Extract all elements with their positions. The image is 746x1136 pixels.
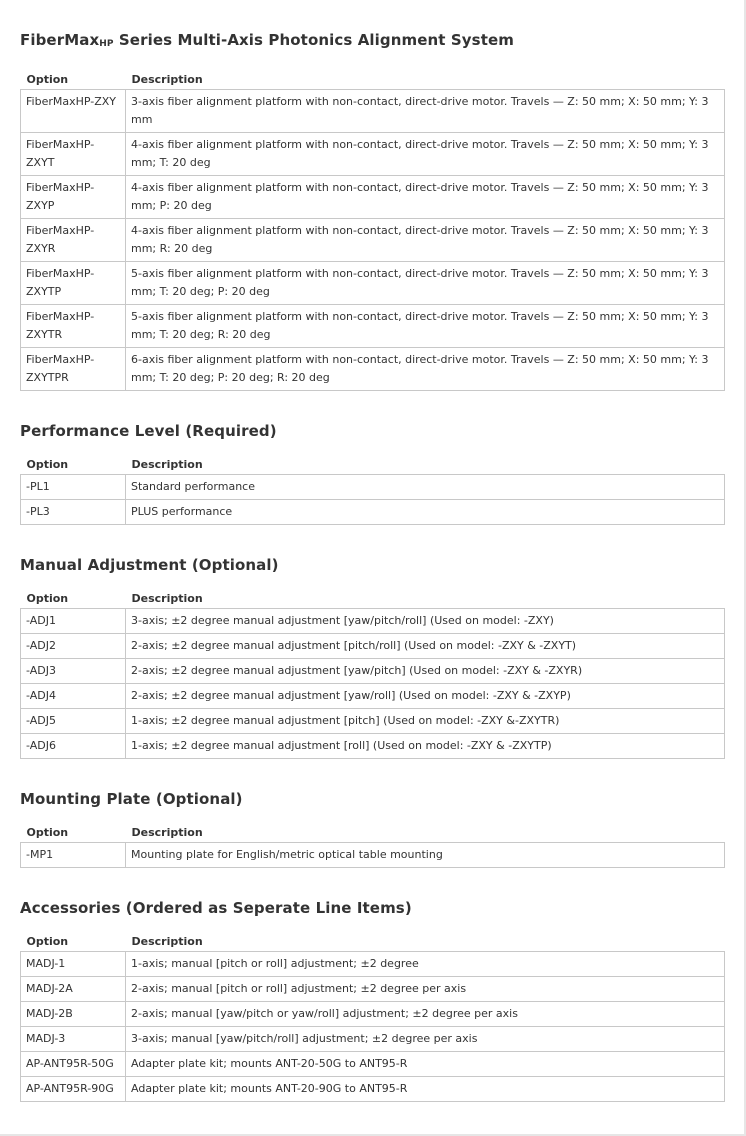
table-row xyxy=(21,1027,725,1052)
option-cell: FiberMaxHP-ZXYP xyxy=(21,176,126,219)
description-cell: 2-axis; manual [pitch or roll] adjustment; ±2 degree per axis xyxy=(126,977,725,1002)
option-cell: AP-ANT95R-50G xyxy=(21,1052,126,1077)
description-cell: 1-axis; ±2 degree manual adjustment [pitch] (Used on model: -ZXY &-ZXYTR) xyxy=(126,709,725,734)
accessories-table xyxy=(20,930,725,1102)
description-cell: 3-axis; manual [yaw/pitch/roll] adjustment; ±2 degree per axis xyxy=(126,1027,725,1052)
option-column-header: Option xyxy=(26,458,69,471)
table-row xyxy=(21,262,725,305)
description-cell: Adapter plate kit; mounts ANT-20-90G to ANT95-R xyxy=(126,1077,725,1102)
option-cell: -ADJ5 xyxy=(21,709,126,734)
description-cell: 1-axis; ±2 degree manual adjustment [roll] (Used on model: -ZXY & -ZXYTP) xyxy=(126,734,725,759)
description-column-header: Description xyxy=(131,826,203,839)
table-row xyxy=(21,734,725,759)
description-cell: 4-axis fiber alignment platform with non-contact, direct-drive motor. Travels — Z: 50 mm; X: 50 mm; Y: 3 mm; R: 20 deg xyxy=(126,219,725,262)
option-cell: MADJ-1 xyxy=(21,952,126,977)
option-cell: FiberMaxHP-ZXYTR xyxy=(21,305,126,348)
option-cell: FiberMaxHP-ZXY xyxy=(21,90,126,133)
title-subscript: HP xyxy=(99,39,114,49)
table-row xyxy=(21,684,725,709)
table-row xyxy=(21,348,725,391)
table-header-row xyxy=(21,930,725,952)
table-row xyxy=(21,609,725,634)
title-prefix: FiberMax xyxy=(20,31,100,49)
description-cell: 2-axis; ±2 degree manual adjustment [pitch/roll] (Used on model: -ZXY & -ZXYT) xyxy=(126,634,725,659)
option-cell: FiberMaxHP-ZXYT xyxy=(21,133,126,176)
description-cell: Mounting plate for English/metric optical table mounting xyxy=(126,843,725,868)
table-row xyxy=(21,305,725,348)
option-column-header: Option xyxy=(26,592,69,605)
accessories-section xyxy=(20,898,725,1102)
option-cell: -PL1 xyxy=(21,475,126,500)
option-cell: -PL3 xyxy=(21,500,126,525)
mounting-plate-section xyxy=(20,789,725,868)
description-cell: 2-axis; ±2 degree manual adjustment [yaw/roll] (Used on model: -ZXY & -ZXYP) xyxy=(126,684,725,709)
description-cell: 5-axis fiber alignment platform with non-contact, direct-drive motor. Travels — Z: 50 mm; X: 50 mm; Y: 3 mm; T: 20 deg; P: 20 deg xyxy=(126,262,725,305)
table-body xyxy=(21,843,725,868)
table-row xyxy=(21,952,725,977)
description-cell: 3-axis; ±2 degree manual adjustment [yaw/pitch/roll] (Used on model: -ZXY) xyxy=(126,609,725,634)
option-cell: -ADJ3 xyxy=(21,659,126,684)
table-row xyxy=(21,133,725,176)
table-row xyxy=(21,1077,725,1102)
table-body xyxy=(21,475,725,525)
option-cell: -ADJ1 xyxy=(21,609,126,634)
performance-level-section xyxy=(20,421,725,525)
option-cell: MADJ-3 xyxy=(21,1027,126,1052)
accessories-title: Accessories (Ordered as Seperate Line Items) xyxy=(20,899,412,917)
table-header-row xyxy=(21,821,725,843)
option-cell: AP-ANT95R-90G xyxy=(21,1077,126,1102)
description-cell: 3-axis fiber alignment platform with non-contact, direct-drive motor. Travels — Z: 50 mm; X: 50 mm; Y: 3 mm xyxy=(126,90,725,133)
table-body xyxy=(21,952,725,1102)
performance-options-table xyxy=(20,453,725,525)
mounting-plate-table xyxy=(20,821,725,868)
option-cell: -MP1 xyxy=(21,843,126,868)
description-cell: 4-axis fiber alignment platform with non-contact, direct-drive motor. Travels — Z: 50 mm; X: 50 mm; Y: 3 mm; P: 20 deg xyxy=(126,176,725,219)
table-header-row xyxy=(21,453,725,475)
description-column-header: Description xyxy=(131,73,203,86)
description-column-header: Description xyxy=(131,458,203,471)
page-content xyxy=(20,30,725,1102)
option-column-header: Option xyxy=(26,935,69,948)
table-row xyxy=(21,475,725,500)
option-cell: MADJ-2A xyxy=(21,977,126,1002)
description-cell: 6-axis fiber alignment platform with non-contact, direct-drive motor. Travels — Z: 50 mm; X: 50 mm; Y: 3 mm; T: 20 deg; P: 20 deg; R: 20 deg xyxy=(126,348,725,391)
fibermax-series-title xyxy=(20,30,725,54)
table-row xyxy=(21,843,725,868)
description-cell: 4-axis fiber alignment platform with non-contact, direct-drive motor. Travels — Z: 50 mm; X: 50 mm; Y: 3 mm; T: 20 deg xyxy=(126,133,725,176)
title-suffix: Series Multi-Axis Photonics Alignment System xyxy=(113,31,514,49)
option-column-header: Option xyxy=(26,826,69,839)
description-column-header: Description xyxy=(131,592,203,605)
table-header-row xyxy=(21,587,725,609)
table-row xyxy=(21,90,725,133)
option-cell: -ADJ4 xyxy=(21,684,126,709)
option-cell: -ADJ6 xyxy=(21,734,126,759)
fibermax-options-table xyxy=(20,68,725,391)
manual-adjustment-section xyxy=(20,555,725,759)
option-cell: MADJ-2B xyxy=(21,1002,126,1027)
table-row xyxy=(21,176,725,219)
fibermax-series-section xyxy=(20,30,725,391)
table-row xyxy=(21,500,725,525)
description-cell: 5-axis fiber alignment platform with non-contact, direct-drive motor. Travels — Z: 50 mm; X: 50 mm; Y: 3 mm; T: 20 deg; R: 20 deg xyxy=(126,305,725,348)
description-cell: Adapter plate kit; mounts ANT-20-50G to ANT95-R xyxy=(126,1052,725,1077)
description-cell: 1-axis; manual [pitch or roll] adjustment; ±2 degree xyxy=(126,952,725,977)
table-header-row xyxy=(21,68,725,90)
table-row xyxy=(21,1052,725,1077)
table-row xyxy=(21,709,725,734)
description-column-header: Description xyxy=(131,935,203,948)
manual-adjustment-table xyxy=(20,587,725,759)
table-body xyxy=(21,609,725,759)
manual-adjustment-title: Manual Adjustment (Optional) xyxy=(20,556,279,574)
description-cell: 2-axis; ±2 degree manual adjustment [yaw/pitch] (Used on model: -ZXY & -ZXYR) xyxy=(126,659,725,684)
description-cell: Standard performance xyxy=(126,475,725,500)
table-row xyxy=(21,659,725,684)
option-cell: FiberMaxHP-ZXYR xyxy=(21,219,126,262)
table-row xyxy=(21,1002,725,1027)
option-cell: FiberMaxHP-ZXYTP xyxy=(21,262,126,305)
mounting-plate-title: Mounting Plate (Optional) xyxy=(20,790,243,808)
description-cell: PLUS performance xyxy=(126,500,725,525)
option-cell: -ADJ2 xyxy=(21,634,126,659)
option-cell: FiberMaxHP-ZXYTPR xyxy=(21,348,126,391)
option-column-header: Option xyxy=(26,73,69,86)
performance-level-title: Performance Level (Required) xyxy=(20,422,277,440)
description-cell: 2-axis; manual [yaw/pitch or yaw/roll] adjustment; ±2 degree per axis xyxy=(126,1002,725,1027)
table-row xyxy=(21,977,725,1002)
table-row xyxy=(21,634,725,659)
table-body xyxy=(21,90,725,391)
table-row xyxy=(21,219,725,262)
